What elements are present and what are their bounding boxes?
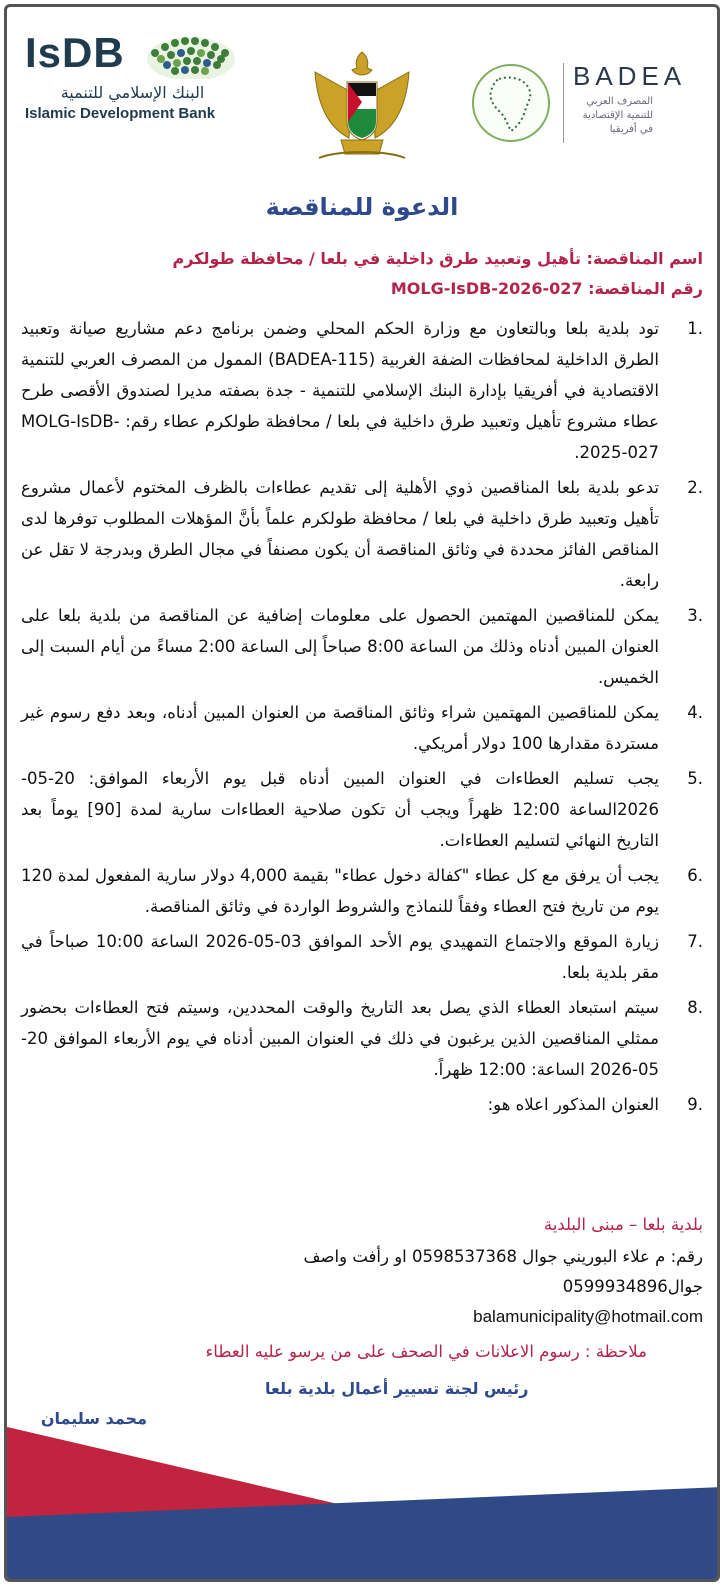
decorative-wedges: [7, 1427, 720, 1582]
clause-text: يمكن للمناقصين المهتمين الحصول على معلومات إضافية عن المناقصة من بلدية بلعا على العنوان المبين أدناه وذلك من الساعة 8:00 صباحاً إلى الساعة 2:00 مساءً من أيام السبت إلى الخميس.: [21, 606, 660, 687]
clause-text: تود بلدية بلعا وبالتعاون مع وزارة الحكم المحلي وضمن برنامج دعم مشاريع صيانة وتعبيد الطرق الداخلية لمحافظات الضفة الغربية (BADEA-115) الممول من المصرف العربي للتنمية الاقتصادية في أفريقيا بإدارة البنك الإسلامي للتنمية - جدة بصفته مديرا لصندوق الأقصى طرح عطاء مشروع تأهيل وتعبيد طرق داخلية في بلعا / محافظة طولكرم عطاء رقم: MOLG-IsDB-2025-027.: [21, 319, 659, 462]
clause-text: يجب تسليم العطاءات في العنوان المبين أدناه قبل يوم الأربعاء الموافق: 20-05- 2026الساعة 12:00 ظهراً ويجب أن تكون صلاحية العطاءات سارية لمدة [90] يوماً بعد التاريخ النهائي لتسليم العطاءات.: [21, 769, 659, 850]
clause-text: يجب أن يرفق مع كل عطاء "كفالة دخول عطاء" بقيمة 4,000 دولار سارية المفعول لمدة 120 يوم من تاريخ فتح العطاء وفقاً للنماذج والشروط الواردة في وثائق المناقصة.: [21, 866, 659, 916]
clause-2: 2. تدعو بلدية بلعا المناقصين ذوي الأهلية إلى تقديم عطاءات بالظرف المختوم لأعمال مشروع تأهيل وتعبيد طرق داخلية في بلعا / محافظة طولكرم علماً بأنَّ المؤهلات المطلوب توفرها لدى المناقص الفائز محددة في وثائق المناقصة أن يكون مصنفاً في مجال الطرق وبدرجة لا تقل عن رابعة.: [21, 478, 703, 590]
page-title: الدعوة للمناقصة: [265, 193, 459, 221]
address-place: بلدية بلعا – مبنى البلدية: [543, 1215, 703, 1234]
signature-name: محمد سليمان: [40, 1409, 147, 1428]
clause-5: 5. يجب تسليم العطاءات في العنوان المبين أدناه قبل يوم الأربعاء الموافق: 20-05- 2026الساعة 12:00 ظهراً ويجب أن تكون صلاحية العطاءات سارية لمدة [90] يوماً بعد التاريخ النهائي لتسليم العطاءات.: [21, 769, 703, 850]
badea-wordmark: BADEA: [573, 61, 687, 91]
tender-name: اسم المناقصة: تأهيل وتعبيد طرق داخلية في بلعا / محافظة طولكرم: [172, 249, 703, 268]
clause-text: تدعو بلدية بلعا المناقصين ذوي الأهلية إلى تقديم عطاءات بالظرف المختوم لأعمال مشروع تأهيل وتعبيد طرق داخلية في بلعا / محافظة طولكرم علماً بأنَّ المؤهلات المطلوب توفرها لدى المناقص الفائز محددة في وثائق المناقصة أن يكون مصنفاً في مجال الطرق وبدرجة لا تقل عن رابعة.: [21, 478, 659, 590]
ads-fee-note: ملاحظة : رسوم الاعلانات في الصحف على من يرسو عليه العطاء: [205, 1342, 647, 1361]
tender-number: رقم المناقصة: MOLG-IsDB-2026-027: [390, 279, 703, 298]
isdb-abbrev: IsDB: [25, 29, 125, 76]
badea-africa-icon: [469, 61, 553, 145]
tender-announcement: [4, 4, 720, 1582]
clause-8: 8. سيتم استبعاد العطاء الذي يصل بعد التاريخ والوقت المحددين، وسيتم فتح العطاءات بحضور ممثلي المناقصين الذين يرغبون في ذلك في العنوان المبين أدناه في يوم الأربعاء الموافق 20-05-2026 الساعة: 12:00 ظهراً.: [21, 998, 703, 1079]
clause-6: 6. يجب أن يرفق مع كل عطاء "كفالة دخول عطاء" بقيمة 4,000 دولار سارية المفعول لمدة 120 يوم من تاريخ فتح العطاء وفقاً للنماذج والشروط الواردة في وثائق المناقصة.: [21, 866, 703, 916]
isdb-logo: [25, 29, 245, 129]
contact-line-2: جوال0599934896: [562, 1277, 703, 1296]
email-address[interactable]: balamunicipality@hotmail.com: [473, 1307, 703, 1326]
clause-text: سيتم استبعاد العطاء الذي يصل بعد التاريخ والوقت المحددين، وسيتم فتح العطاءات بحضور ممثلي المناقصين الذين يرغبون في ذلك في العنوان المبين أدناه في يوم الأربعاء الموافق 20-05-2026 الساعة: 12:00 ظهراً.: [21, 998, 659, 1079]
clause-4: 4. يمكن للمناقصين المهتمين شراء وثائق المناقصة من العنوان المبين أدناه، وبعد دفع رسوم غير مستردة مقدارها 100 دولار أمريكي.: [21, 703, 703, 753]
tender-clauses: [21, 313, 703, 1124]
clause-3: 3. يمكن للمناقصين المهتمين الحصول على معلومات إضافية عن المناقصة من بلدية بلعا على العنوان المبين أدناه وذلك من الساعة 8:00 صباحاً إلى الساعة 2:00 مساءً من أيام السبت إلى الخميس.: [21, 606, 703, 687]
badea-arabic-name: المصرف العربي للتنمية الإقتصادية في أفريقيا: [582, 96, 653, 135]
isdb-english-name: Islamic Development Bank: [25, 105, 216, 122]
isdb-globe-icon: [145, 33, 237, 79]
contact-line-1: رقم: م علاء البوريني جوال 0598537368 او رأفت واصف: [303, 1247, 703, 1266]
clause-1: 1. تود بلدية بلعا وبالتعاون مع وزارة الحكم المحلي وضمن برنامج دعم مشاريع صيانة وتعبيد الطرق الداخلية لمحافظات الضفة الغربية (BADEA-115) الممول من المصرف العربي للتنمية الاقتصادية في أفريقيا بإدارة البنك الإسلامي للتنمية - جدة بصفته مديرا لصندوق الأقصى طرح عطاء مشروع تأهيل وتعبيد طرق داخلية في بلعا / محافظة طولكرم عطاء رقم: MOLG-IsDB-2025-027.: [21, 319, 703, 462]
signature-role: رئيس لجنة تسيير أعمال بلدية بلعا: [265, 1379, 529, 1398]
badea-logo: [469, 57, 709, 147]
isdb-arabic-name: البنك الإسلامي للتنمية: [60, 83, 205, 102]
badea-separator: [563, 63, 564, 143]
clause-9: 9. العنوان المذكور اعلاه هو:: [487, 1095, 703, 1114]
clause-text: يمكن للمناقصين المهتمين شراء وثائق المناقصة من العنوان المبين أدناه، وبعد دفع رسوم غير مستردة مقدارها 100 دولار أمريكي.: [21, 703, 659, 753]
clause-7: 7. زيارة الموقع والاجتماع التمهيدي يوم الأحد الموافق 03-05-2026 الساعة 10:00 صباحاً في مقر بلدية بلعا.: [21, 932, 703, 982]
clause-text: زيارة الموقع والاجتماع التمهيدي يوم الأحد الموافق 03-05-2026 الساعة 10:00 صباحاً في مقر بلدية بلعا.: [21, 932, 659, 982]
palestine-eagle-emblem-icon: [307, 42, 417, 164]
clause-text: العنوان المذكور اعلاه هو:: [487, 1095, 659, 1114]
